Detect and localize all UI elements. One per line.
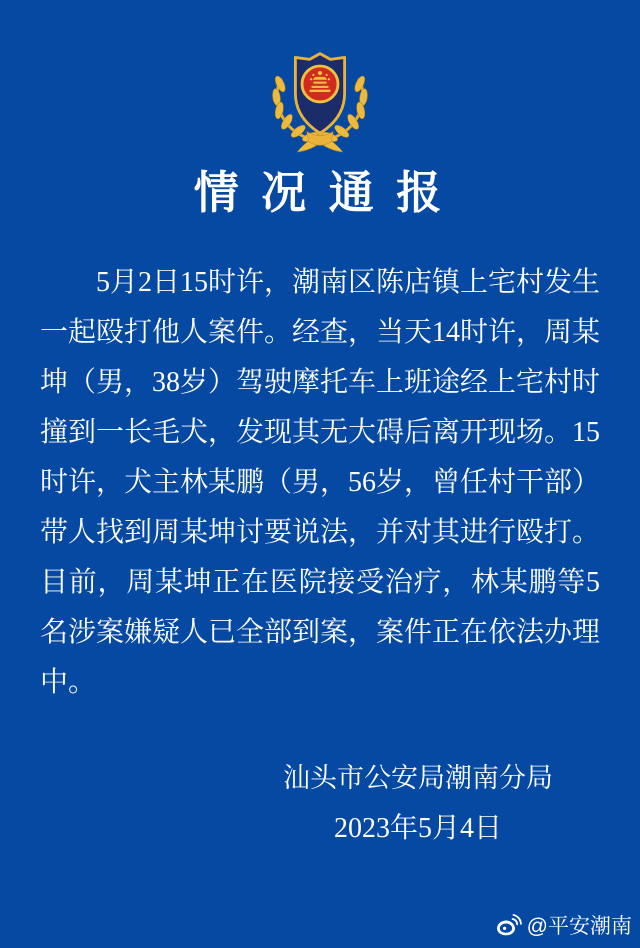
notice-title: 情 况 通 报 (193, 167, 447, 218)
notice-body-paragraph: 5月2日15时许，潮南区陈店镇上宅村发生一起殴打他人案件。经查，当天14时许，周某坤（男，38岁）驾驶摩托车上班途经上宅村时撞到一长毛犬，发现其无大碍后离开现场。15时许，犬主林某鹏（男，56岁，曾任村干部）带人找到周某坤讨要说法，并对其进行殴打。目前，周某坤正在医院接受治疗，林某鹏等5名涉案嫌疑人已全部到案，案件正在依法办理中。 (40, 267, 601, 698)
watermark (496, 910, 632, 940)
watermark-text: @平安潮南 (526, 915, 632, 938)
police-badge-icon (262, 48, 378, 154)
signature-date: 2023年5月4日 (333, 813, 502, 844)
signature-agency: 汕头市公安局潮南分局 (283, 763, 553, 793)
weibo-icon (496, 913, 522, 937)
signature-block (196, 763, 640, 844)
